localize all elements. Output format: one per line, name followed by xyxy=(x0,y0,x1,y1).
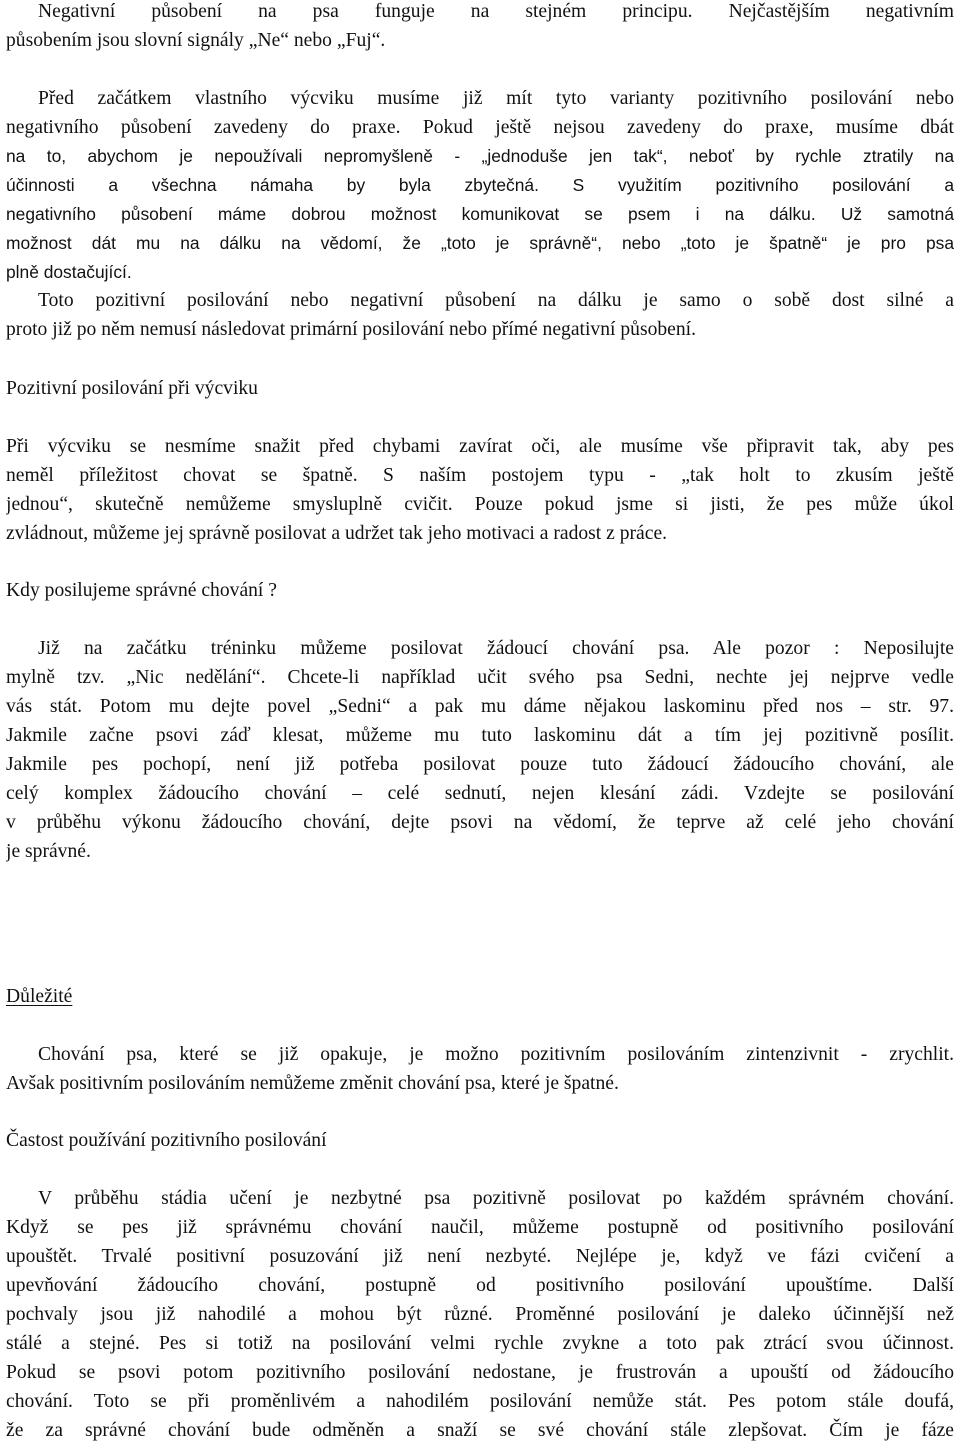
text-line: možnost dát mu na dálku na vědomí, že „toto je správně“, nebo „toto je špatně“ je pro psa xyxy=(6,233,954,253)
text-line: upevňování žádoucího chování, postupně od positivního posilování upouštíme. Další xyxy=(6,1275,954,1296)
text-line: Již na začátku tréninku můžeme posilovat žádoucí chování psa. Ale pozor : Neposilujte xyxy=(38,638,954,659)
text-line: je správné. xyxy=(6,841,91,862)
text-line: negativního působení máme dobrou možnost komunikovat se psem i na dálku. Už samotná xyxy=(6,204,954,224)
text-line: Jakmile začne psovi záď klesat, můžeme mu tuto laskominu dát a tím jej pozitivně posílit. xyxy=(6,725,954,746)
text-line: mylně tzv. „Nic nedělání“. Chcete-li například učit svého psa Sedni, nechte jej nejprve vedle xyxy=(6,667,954,688)
paragraph-before-training xyxy=(6,84,954,287)
text-line: Pokud se psovi potom pozitivního posilování nedostane, je frustrován a upouští od žádoucího xyxy=(6,1362,954,1383)
text-line: zvládnout, můžeme jej správně posilovat a udržet tak jeho motivaci a radost z práce. xyxy=(6,523,668,544)
text-line: v průběhu výkonu žádoucího chování, dejte psovi na vědomí, že teprve až celé jeho chování xyxy=(6,812,954,833)
text-line: jednou“, skutečně nemůžeme smysluplně cvičit. Pouze pokud jsme si jisti, že pes může úkol xyxy=(6,494,954,515)
paragraph-important xyxy=(6,1040,954,1098)
text-line: pochvaly jsou již nahodilé a mohou být různé. Proměnné posilování je daleko účinnější než xyxy=(6,1304,954,1325)
text-line: Při výcviku se nesmíme snažit před chybami zavírat oči, ale musíme vše připravit tak, aby pes xyxy=(6,436,954,457)
text-line: na to, abychom je nepoužívali nepromyšleně - „jednoduše jen tak“, neboť by rychle ztratily na xyxy=(6,146,954,166)
text-line xyxy=(6,113,954,142)
text-line: neměl příležitost chovat se špatně. S naším postojem typu - „tak holt to zkusím ještě xyxy=(6,465,954,486)
section-heading: Častost používání pozitivního posilování xyxy=(6,1130,327,1151)
paragraph-negative-action xyxy=(6,0,954,55)
text-line: stálé a stejné. Pes si totiž na posilování velmi rychle zvykne a toto pak ztrácí svou účinnost. xyxy=(6,1333,954,1354)
text-segment: negativního působení zavedeny do praxe. Pokud ještě nejsou zavedeny do praxe, musíme dbát xyxy=(6,117,954,138)
paragraph-frequency xyxy=(6,1184,954,1445)
text-line: Toto pozitivní posilování nebo negativní působení na dálku je samo o sobě dost silné a xyxy=(38,290,954,311)
paragraph-training-errors xyxy=(6,432,954,548)
text-line: chování. Toto se při proměnlivém a nahodilém posilování nemůže stát. Pes potom stále doufá, xyxy=(6,1391,954,1412)
paragraph-remote-reinforcement xyxy=(6,286,954,344)
text-line: Před začátkem vlastního výcviku musíme již mít tyto varianty pozitivního posilování nebo xyxy=(38,88,954,109)
text-line: celý komplex žádoucího chování – celé sednutí, nejen klesání zádi. Vzdejte se posilování xyxy=(6,783,954,804)
text-line: proto již po něm nemusí následovat primární posilování nebo přímé negativní působení. xyxy=(6,319,697,340)
section-heading-important: Důležité xyxy=(6,986,73,1007)
text-line: upouštět. Trvalé positivní posuzování již není nezbyté. Nejlépe je, když ve fázi cvičení a xyxy=(6,1246,954,1267)
text-line: vás stát. Potom mu dejte povel „Sedni“ a pak mu dáme nějakou laskominu před nos – str. 97. xyxy=(6,696,954,717)
text-line: plně dostačující. xyxy=(6,262,132,282)
text-line: Avšak positivním posilováním nemůžeme změnit chování psa, které je špatné. xyxy=(6,1073,619,1094)
paragraph-when-to-reinforce xyxy=(6,634,954,866)
text-line: že za správné chování bude odměněn a snaží se své chování stále zlepšovat. Čím je fáze xyxy=(6,1420,954,1441)
section-heading: Kdy posilujeme správné chování ? xyxy=(6,580,277,601)
text-line: Negativní působení na psa funguje na stejném principu. Nejčastějším negativním xyxy=(38,1,954,22)
section-heading: Pozitivní posilování při výcviku xyxy=(6,378,258,399)
text-line: účinnosti a všechna námaha by byla zbytečná. S využitím pozitivního posilování a xyxy=(6,175,954,195)
text-line: V průběhu stádia učení je nezbytné psa pozitivně posilovat po každém správném chování. xyxy=(38,1188,954,1209)
text-line: Jakmile pes pochopí, není již potřeba posilovat pouze tuto žádoucí žádoucího chování, ale xyxy=(6,754,954,775)
text-line: působením jsou slovní signály „Ne“ nebo „Fuj“. xyxy=(6,30,386,51)
text-line: Chování psa, které se již opakuje, je možno pozitivním posilováním zintenzivnit - zrychlit. xyxy=(38,1044,954,1065)
text-line: Když se pes již správnému chování naučil, můžeme postupně od positivního posilování xyxy=(6,1217,954,1238)
